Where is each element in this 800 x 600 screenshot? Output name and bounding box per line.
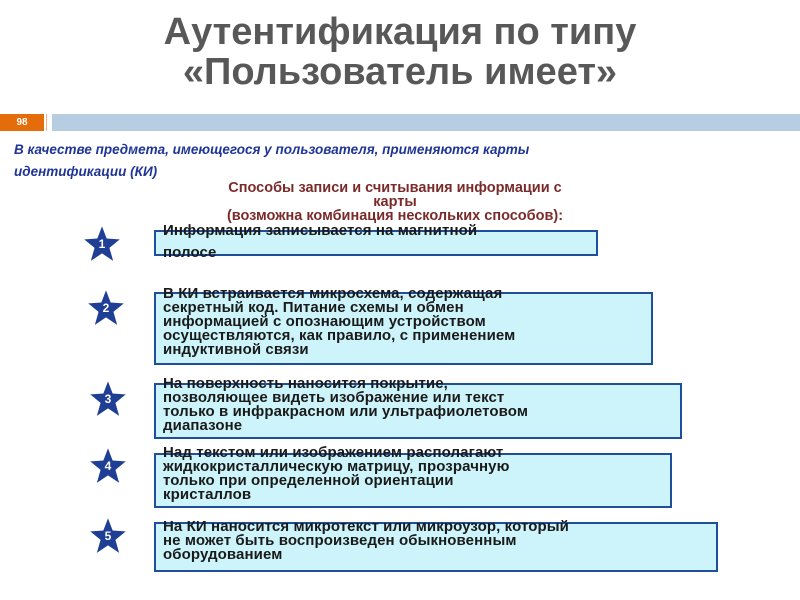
item-text-4: [163, 446, 510, 502]
title-line-1: Аутентификация по типу: [163, 11, 637, 53]
star-bullet-4: [88, 446, 128, 486]
item-3-line-1: На поверхность наносится покрытие,: [163, 375, 448, 392]
item-number-3: 3: [104, 392, 112, 406]
item-3-line-3: только в инфракрасном или ультрафиолетовом: [163, 403, 529, 420]
slide-title: [0, 12, 800, 92]
item-2-line-4: осуществляются, как правило, с применением: [163, 327, 516, 344]
item-number-2: 2: [102, 301, 110, 315]
subtitle-line-3: (возможна комбинация нескольких способов):: [226, 208, 564, 224]
item-4-line-3: только при определенной ориентации: [163, 472, 454, 489]
item-text-2: [163, 287, 515, 357]
item-text-3: [163, 377, 528, 433]
slide-number-separator: [46, 114, 47, 131]
item-5-line-3: оборудованием: [163, 546, 283, 563]
item-5-line-1: На КИ наносится микротекст или микроузор, который: [163, 518, 569, 535]
star-bullet-5: [88, 516, 128, 556]
item-3-line-4: диапазоне: [163, 417, 243, 434]
item-1-line-1: Информация записывается на магнитной: [163, 222, 478, 239]
item-5-line-2: не может быть воспроизведен обыкновенным: [163, 532, 517, 549]
star-bullet-2: [86, 288, 126, 328]
item-3-line-2: позволяющее видеть изображение или текст: [163, 389, 505, 406]
star-bullet-1: [82, 224, 122, 264]
item-2-line-2: секретный код. Питание схемы и обмен: [163, 299, 464, 316]
title-line-2: «Пользователь имеет»: [182, 51, 618, 93]
item-text-5: [163, 520, 569, 562]
header-rule: [52, 114, 800, 131]
item-1-line-2: полосе: [163, 244, 217, 261]
item-number-5: 5: [104, 529, 112, 543]
item-4-line-4: кристаллов: [163, 486, 252, 503]
intro-line-2: идентификации (КИ): [14, 164, 158, 179]
item-4-line-1: Над текстом или изображением располагают: [163, 444, 504, 461]
item-number-4: 4: [104, 459, 112, 473]
item-4-line-2: жидкокристаллическую матрицу, прозрачную: [163, 458, 510, 475]
item-2-line-5: индуктивной связи: [163, 341, 309, 358]
item-text-1: [163, 224, 477, 260]
subtitle-line-2: карты: [373, 194, 417, 210]
star-bullet-3: [88, 379, 128, 419]
subtitle-line-1: Способы записи и считывания информации с: [228, 180, 562, 196]
slide-number-bar: [0, 114, 800, 131]
item-number-1: 1: [98, 237, 106, 251]
section-subtitle: [160, 181, 630, 223]
item-2-line-1: В КИ встраивается микросхема, содержащая: [163, 285, 503, 302]
slide-number: 98: [0, 114, 44, 131]
item-2-line-3: информацией с опознающим устройством: [163, 313, 486, 330]
intro-line-1: В качестве предмета, имеющегося у пользователя, применяются карты: [14, 142, 530, 157]
intro-text: [14, 139, 714, 183]
